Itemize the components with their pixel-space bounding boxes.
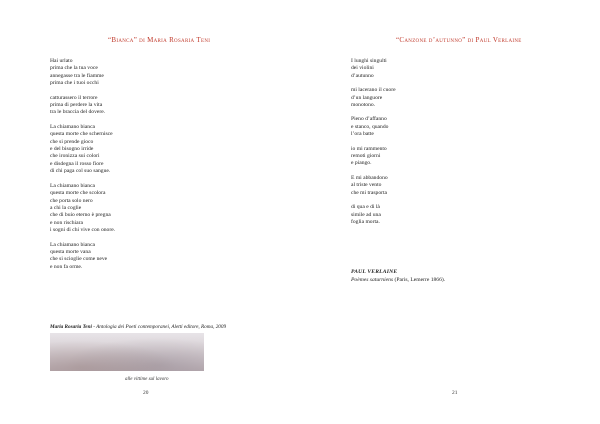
stanza (50, 95, 270, 117)
credit-source: - Antologia dei Poeti contemporanei, Aletti editore, Roma, 2009 (91, 324, 227, 330)
poem-line: La chiamano bianca (50, 182, 96, 189)
poem-line: tra le braccia del dovere. (50, 109, 106, 116)
poem-line: questa morte vana (50, 248, 91, 255)
poem-line: e disdegna il rosso fiore (50, 160, 104, 167)
page-number-left: 20 (143, 390, 149, 396)
poem-line: che porta solo nero (50, 197, 93, 204)
poem-line: e stanco, quando (351, 123, 389, 130)
stanza (50, 183, 270, 235)
poem-line: io mi rammento (351, 145, 387, 152)
poem-line: al triste vento (351, 182, 382, 189)
poem-line: e del bisogno irride (50, 146, 94, 153)
poem-line: foglia morta. (351, 218, 380, 225)
poem-line: a chi la coglie (50, 204, 82, 211)
poem-line: l’ora batte (351, 131, 374, 138)
poem-line: e non fa orme. (50, 263, 83, 270)
poem-line: che si prende gioco (50, 138, 94, 145)
poem-line: questa morte che schernisce (50, 131, 113, 138)
poem-line: d’autunno (351, 72, 374, 79)
author-name: PAUL VERLAINE (351, 269, 398, 275)
poem-credit (50, 324, 226, 330)
right-poem (351, 58, 571, 233)
poem-line: i sogni di chi vive con onore. (50, 227, 116, 234)
poem-line: simile ad una (351, 211, 381, 218)
stanza (351, 204, 571, 226)
source-citation (351, 276, 445, 284)
stanza (50, 58, 270, 88)
poem-line: che si scioglie come neve (50, 256, 108, 263)
stanza (50, 124, 270, 176)
stanza (351, 116, 571, 138)
photo-caption: alle vittime sul lavoro (125, 377, 169, 382)
stanza (351, 175, 571, 197)
poem-line: Pieno d’affanno (351, 116, 387, 123)
poem-line: La chiamano bianca (50, 123, 96, 130)
poem-line: La chiamano bianca (50, 241, 96, 248)
poem-line: di chi paga col suo sangue. (50, 168, 111, 175)
poem-line: questa morte che scolora (50, 190, 106, 197)
credit-author: Maria Rosaria Teni (50, 324, 92, 330)
poem-line: mi lacerano il cuore (351, 87, 396, 94)
poem-line: d’un languore (351, 94, 383, 101)
stanza (351, 58, 571, 80)
poem-line: di qua e di là (351, 204, 380, 211)
poem-line: e piango. (351, 160, 372, 167)
source-title: Poèmes saturniens (351, 277, 394, 283)
left-page-title: “Bianca” di Maria Rosaria Teni (108, 36, 211, 44)
snow-photo (50, 333, 204, 371)
poem-line: dei violini (351, 65, 374, 72)
poem-line: annegasse tra le fiamme (50, 72, 104, 79)
poem-line: catturassero il terrore (50, 94, 98, 101)
right-page-title: “Canzone d’autunno” di Paul Verlaine (396, 36, 522, 44)
poem-line: monotono. (351, 102, 376, 109)
stanza (351, 87, 571, 109)
poem-line: I lunghi singulti (351, 58, 387, 64)
poem-attribution (351, 268, 445, 284)
poem-line: E mi abbandono (351, 174, 388, 181)
poem-line: e non rischiara (50, 219, 83, 226)
poem-line: prima che i tuoi occhi (50, 80, 99, 87)
source-details: (Paris, Lemerre 1866). (393, 277, 446, 283)
page-number-right: 21 (452, 390, 458, 396)
poem-line: remoti giorni (351, 153, 381, 160)
right-page (300, 0, 600, 424)
poem-line: che ironizza sui colori (50, 153, 100, 160)
poem-line: Hai urlato (50, 58, 73, 64)
poem-line: prima di perdere la vita (50, 102, 103, 109)
poem-line: che di buio eterno è pregna (50, 212, 111, 219)
poem-line: che mi trasporta (351, 189, 388, 196)
stanza (50, 242, 270, 272)
left-poem (50, 58, 270, 278)
poem-line: prima che la tua voce (50, 65, 98, 72)
stanza (351, 146, 571, 168)
